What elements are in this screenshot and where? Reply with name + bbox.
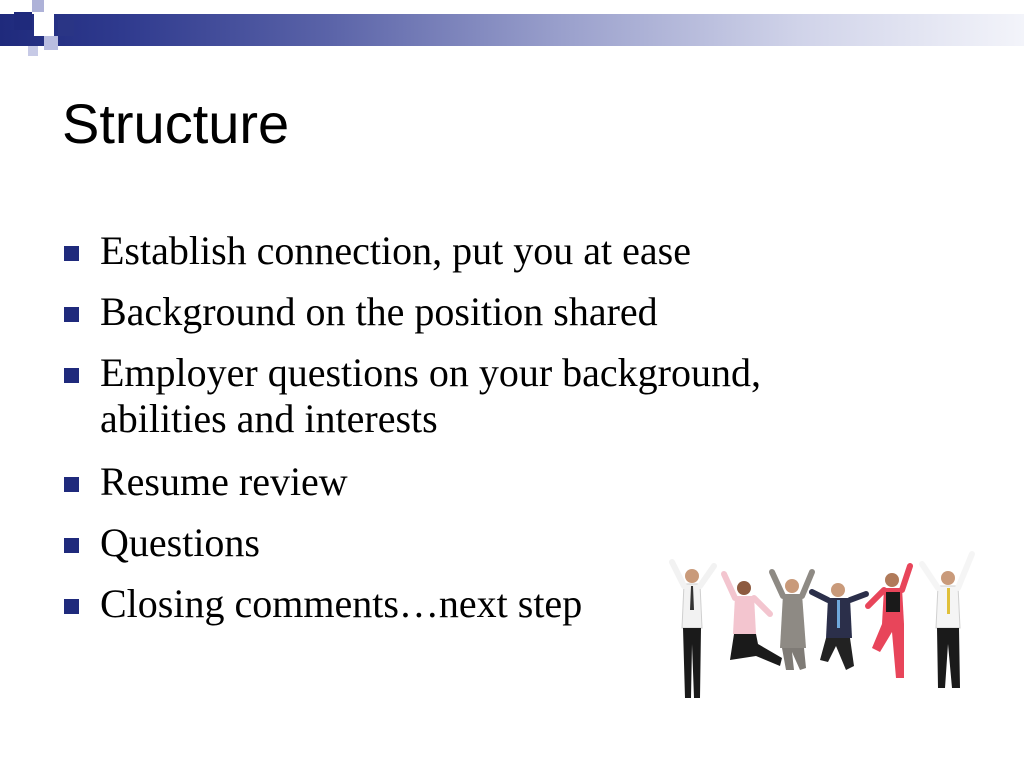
jumping-people-image	[660, 548, 990, 718]
person-figure	[868, 566, 910, 678]
bullet-text: Employer questions on your background, abilities and interests	[100, 350, 761, 441]
square-bullet-icon	[64, 538, 79, 553]
bullet-text: Background on the position shared	[100, 289, 658, 334]
decorative-square	[58, 20, 74, 36]
bullet-text: Closing comments…next step	[100, 581, 583, 626]
decorative-square	[34, 14, 54, 36]
decorative-square	[28, 46, 38, 56]
bullet-text: Questions	[100, 520, 260, 565]
square-bullet-icon	[64, 368, 79, 383]
decorative-square	[44, 36, 58, 50]
square-bullet-icon	[64, 307, 79, 322]
square-bullet-icon	[64, 477, 79, 492]
person-figure	[772, 572, 812, 670]
square-bullet-icon	[64, 599, 79, 614]
square-bullet-icon	[64, 246, 79, 261]
person-figure	[812, 583, 866, 670]
person-figure	[724, 574, 782, 666]
person-figure	[922, 554, 972, 688]
slide-title: Structure	[62, 92, 290, 155]
person-figure	[672, 562, 714, 698]
header-gradient-bar	[0, 14, 1024, 46]
bullet-text: Establish connection, put you at ease	[100, 228, 691, 273]
bullet-text: Resume review	[100, 459, 348, 504]
decorative-square	[14, 12, 32, 30]
decorative-square	[32, 0, 44, 12]
